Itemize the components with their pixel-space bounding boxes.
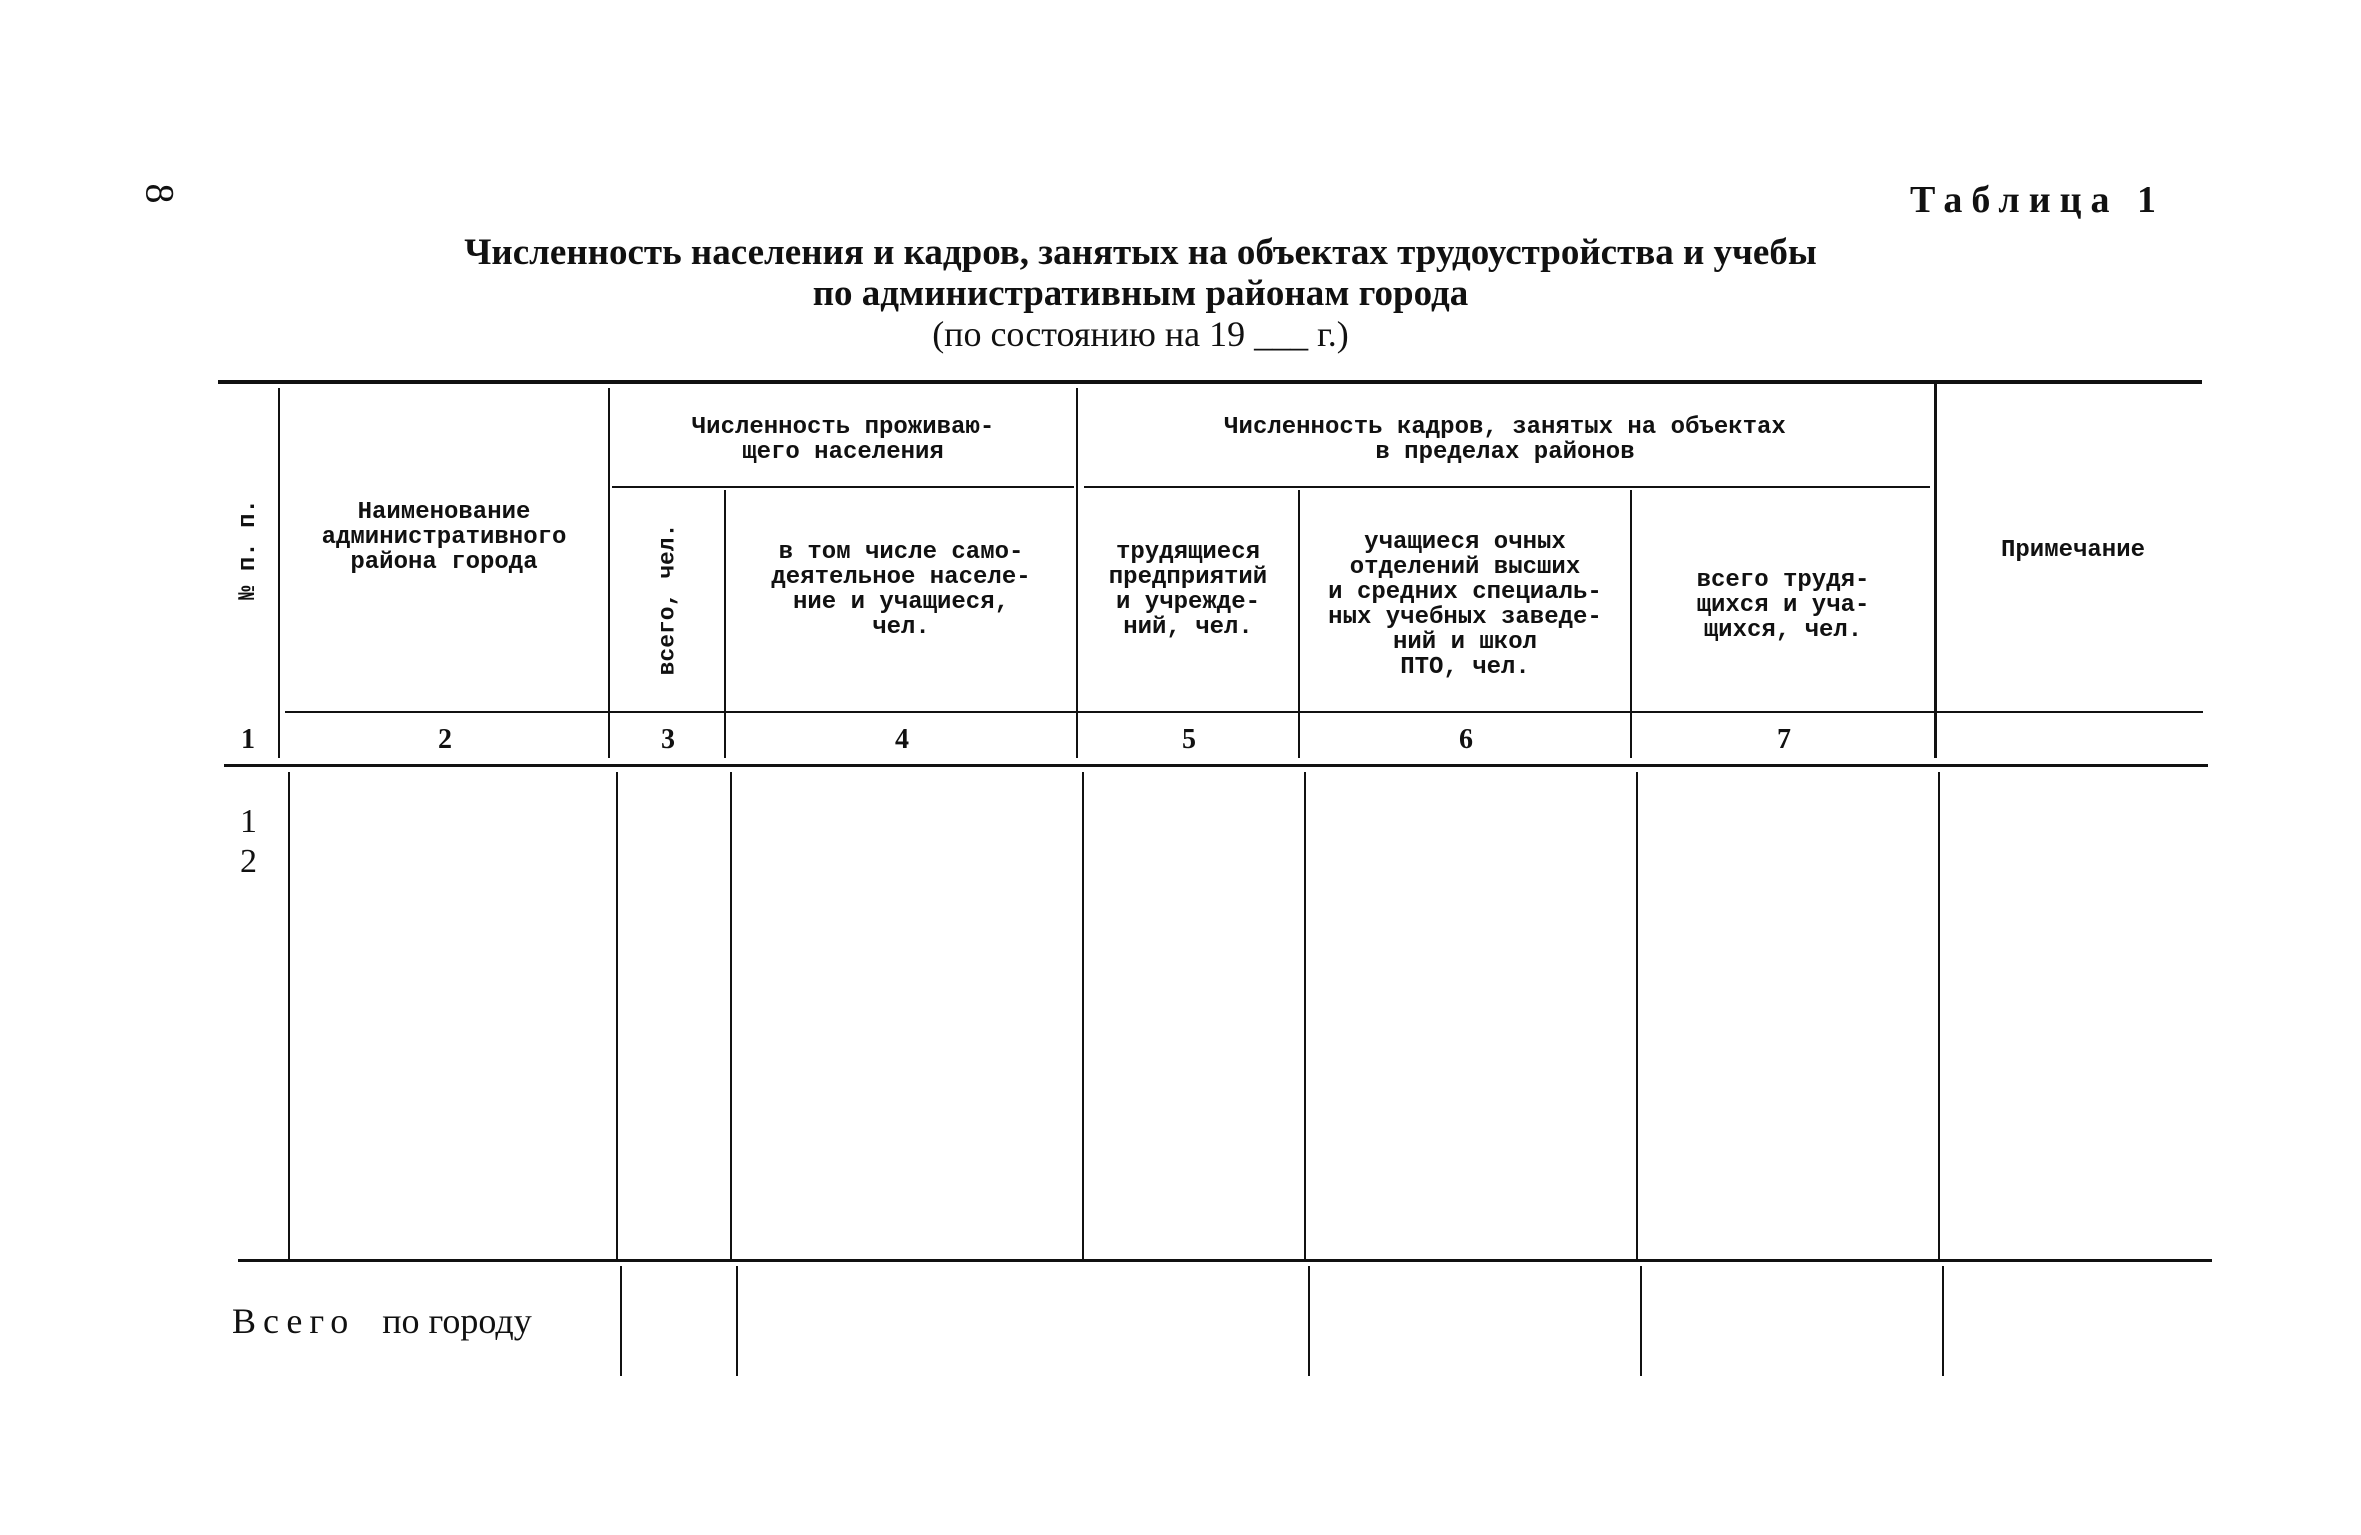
vline-4 <box>1076 388 1078 758</box>
header-col-number <box>218 388 278 710</box>
table-title-line-2: по административным районам города <box>812 273 1469 314</box>
header-district-name: Наименование административного района города <box>321 499 567 576</box>
vline-total-2 <box>736 1266 738 1376</box>
header-total-people-text: всего, чел. <box>654 523 681 675</box>
total-row-top-line <box>238 1259 2212 1262</box>
vline-total-3 <box>1308 1266 1310 1376</box>
page-number: 8 <box>137 183 183 204</box>
column-number-3: 3 <box>661 723 675 755</box>
vline-body-5 <box>1304 772 1306 1260</box>
header-note: Примечание <box>2000 536 2146 564</box>
column-numbers-bottom-line <box>224 764 2208 767</box>
header-col-number-text: № п. п. <box>234 498 262 600</box>
column-number-4: 4 <box>895 723 909 755</box>
header-total-people <box>612 490 724 708</box>
vline-3 <box>724 490 726 758</box>
column-number-6: 6 <box>1459 723 1473 755</box>
vline-6 <box>1630 490 1632 758</box>
header-total-workers-students: всего трудя- щихся и уча- щихся, чел. <box>1696 566 1870 644</box>
header-self-employed: в том числе само- деятельное населе- ние и учащиеся, чел. <box>771 539 1031 641</box>
column-number-2: 2 <box>438 723 452 755</box>
table-title-line-3: (по состоянию на 19 ___ г.) <box>932 314 1349 354</box>
table-title-line-1: Численность населения и кадров, занятых на объектах трудоустройства и учебы <box>464 232 1817 273</box>
header-group-staff: Численность кадров, занятых на объектах в пределах районов <box>1224 414 1786 466</box>
row-number-2: 2 <box>240 843 257 880</box>
vline-body-6 <box>1636 772 1638 1260</box>
column-number-7: 7 <box>1777 723 1791 755</box>
row-number-1: 1 <box>240 803 257 840</box>
vline-5 <box>1298 490 1300 758</box>
vline-body-3 <box>730 772 732 1260</box>
vline-7 <box>1934 382 1937 758</box>
vline-2 <box>608 388 610 758</box>
total-label-spaced: Всего <box>232 1301 356 1341</box>
vline-body-1 <box>288 772 290 1260</box>
vline-total-4 <box>1640 1266 1642 1376</box>
header-students: учащиеся очных отделений высших и средних специаль- ных учебных заведе- ний и школ ПТО, чел. <box>1328 529 1602 681</box>
group-line-population <box>612 486 1074 488</box>
vline-body-2 <box>616 772 618 1260</box>
group-line-staff <box>1084 486 1930 488</box>
vline-1 <box>278 388 280 758</box>
vline-body-4 <box>1082 772 1084 1260</box>
vline-body-7 <box>1938 772 1940 1260</box>
header-workers: трудящиеся предприятий и учрежде- ний, чел. <box>1108 539 1268 641</box>
header-group-population: Численность проживаю- щего населения <box>691 414 995 466</box>
vline-total-5 <box>1942 1266 1944 1376</box>
table-label: Таблица 1 <box>1909 179 2165 221</box>
header-bottom-line <box>285 711 2203 713</box>
total-label-rest: по городу <box>382 1301 532 1341</box>
column-number-5: 5 <box>1182 723 1196 755</box>
total-row-label <box>232 1300 532 1342</box>
table-top-border <box>218 380 2202 384</box>
column-number-1: 1 <box>241 723 255 755</box>
vline-total-1 <box>620 1266 622 1376</box>
